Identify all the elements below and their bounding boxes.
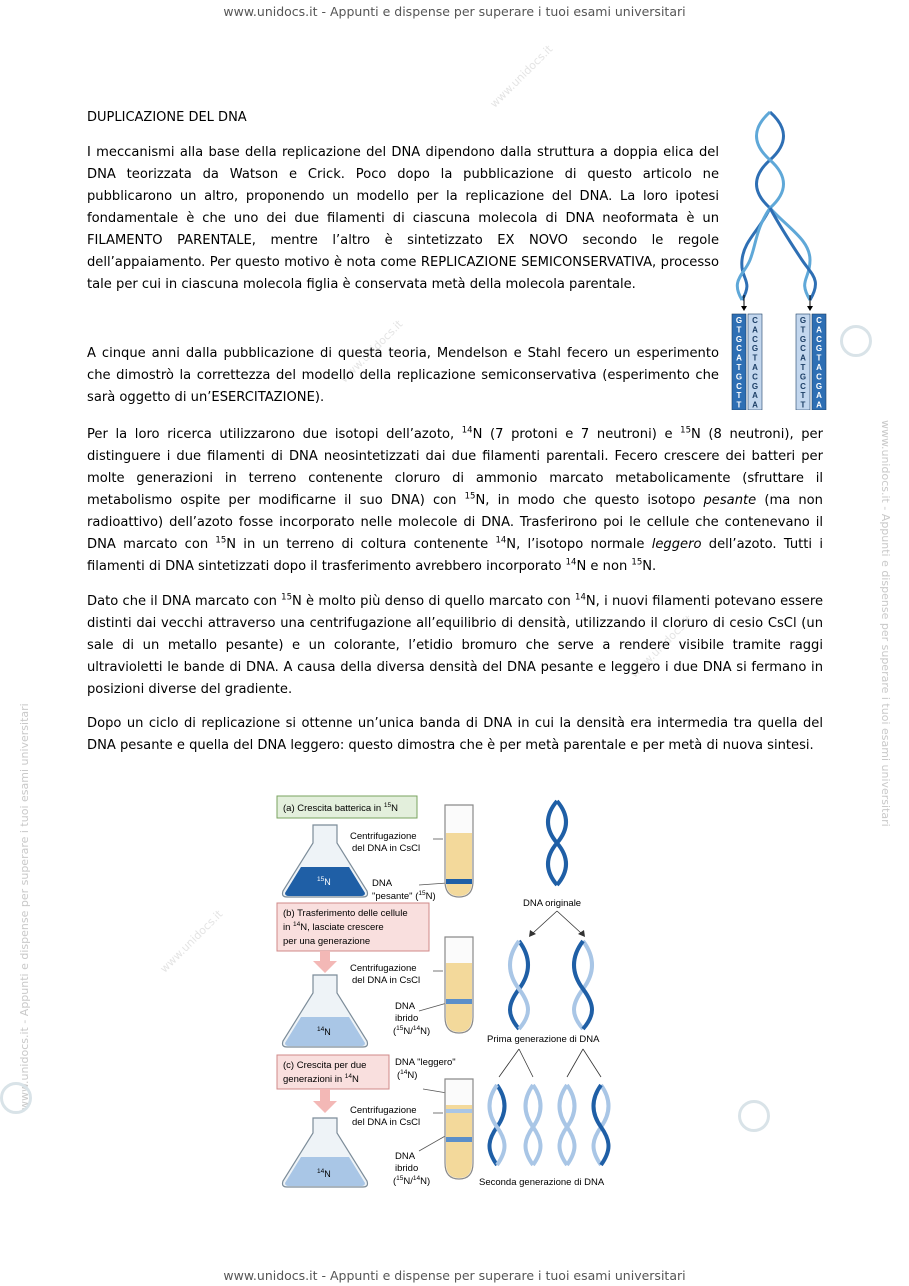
base-letter: T [816,353,822,363]
svg-text:del DNA in CsCl: del DNA in CsCl [352,843,421,854]
hybrid-dna-label: DNA [395,1001,416,1012]
svg-text:generazioni in 14N: generazioni in $^{14}$N [283,1073,359,1085]
base-letter: A [736,353,742,363]
flask-b-label: $^{14}$N [317,1026,331,1037]
svg-text:del DNA in CsCl: del DNA in CsCl [352,975,421,986]
base-letter: G [815,381,823,391]
first-generation-label: Prima generazione di DNA [487,1034,600,1045]
base-letter: C [816,334,822,344]
svg-text:(15N/14N): ($^{15}$N/$^{14}$N) [393,1025,431,1037]
base-letter: G [735,316,743,325]
step-a-label: (a) Crescita batterica in $^{15}$N [283,802,398,814]
base-letter: A [800,353,806,363]
base-letter: A [816,325,822,335]
base-letter: T [800,325,806,335]
watermark: www.unidocs.it [157,907,226,976]
base-letter: T [800,400,806,410]
unidocs-logo-icon [738,1100,770,1132]
base-letter: G [735,372,743,382]
unidocs-logo-icon [0,1082,32,1114]
base-letter: G [799,334,807,344]
tube-hybrid-icon [445,937,473,1033]
base-letter: G [799,372,807,382]
light-dna-label: DNA "leggero" [395,1057,456,1068]
second-generation-dna-helix [490,1085,609,1165]
svg-text:(14N): ($^{14}$N) [397,1069,418,1081]
base-letter: T [800,363,806,372]
base-letter: G [751,344,759,354]
watermark: www.unidocs.it [627,612,696,681]
base-letter: A [816,363,822,372]
first-generation-dna-helix [510,941,592,1029]
base-letter: G [799,316,807,325]
base-letter: C [752,316,758,325]
base-letter: C [752,334,758,344]
meselson-stahl-figure [275,793,635,1193]
base-letter: C [816,372,822,382]
page-header: www.unidocs.it - Appunti e dispense per superare i tuoi esami universitari [223,4,686,19]
hybrid-dna-label-2: DNA [395,1151,416,1162]
original-dna-helix [548,801,566,885]
side-watermark-left: www.unidocs.it - Appunti e dispense per superare i tuoi esami universitari [18,703,31,1110]
svg-text:ibrido: ibrido [395,1013,419,1024]
base-letter: C [800,381,806,391]
base-letter: C [736,344,742,354]
paragraph-result: Dopo un ciclo di replicazione si ottenne un’unica banda di DNA in cui la densità era intermedia tra quella del DNA pesante e quella del DNA leggero: questo dimostra che è per metà parentale e per metà di nuova sintesi. [87,716,823,753]
base-letter: T [752,353,758,363]
step-c-label: (c) Crescita per due [283,1060,367,1071]
flask-c-label: $^{14}$N [317,1168,331,1179]
step-b-label: (b) Trasferimento delle cellule [283,908,408,919]
base-letter: A [816,400,822,410]
paragraph-intro: I meccanismi alla base della replicazione del DNA dipendono dalla struttura a doppia elica del DNA teorizzata da Watson e Crick. Poco dopo la pubblicazione di questo articolo ne pubblicarono un altro, proponendo un modello per la replicazione del DNA. La loro ipotesi fondamentale è che uno dei due filamenti di ciascuna molecola di DNA neoformata è un FILAMENTO PARENTALE, mentre l’altro è sintetizzato EX NOVO secondo le regole dell’appaiamento. Per questo motivo è nota come REPLICAZIONE SEMICONSERVATIVA, processo tale per cui in ciascuna molecola figlia è conservata metà della molecola parentale. [87,145,719,292]
svg-text:ibrido: ibrido [395,1163,419,1174]
helix-replication-figure [722,110,834,410]
tube-light-hybrid-icon [445,1079,473,1179]
base-letter: A [752,363,758,372]
watermark: www.unidocs.it [337,317,406,386]
watermark: www.unidocs.it [487,42,556,111]
svg-text:(15N/14N): ($^{15}$N/$^{14}$N) [393,1175,431,1187]
svg-text:per una generazione: per una generazione [283,936,371,947]
paragraph-isotopes: Per la loro ricerca utilizzarono due isotopi dell’azoto, $^{14}$N (7 protoni e 7 neutroni) e $^{15}$N (8 neutroni), per distinguere i due filamenti di DNA neosintetizzati dai due filamenti parentali. Fecero crescere dei batteri per molte generazioni in terreno contenente cloruro di ammonio marcato metabolicamente (sfruttare il metabolismo ospite per modificarne il suo DNA) con $^{15}$N, in modo che questo isotopo pesante (ma non radioattivo) dell’azoto fosse incorporato nelle molecole di DNA. Trasferirono poi le cellule che contenevano il DNA marcato con $^{15}$N in un terreno di coltura contenente $^{14}$N, l’isotopo normale leggero dell’azoto. Tutti i filamenti di DNA sintetizzati dopo il trasferimento avrebbero incorporato $^{14}$N e non $^{15}$N. [87,425,823,574]
base-letter: A [752,325,758,335]
base-letter: T [736,325,742,335]
svg-text:"pesante" (15N): "pesante" ($^{15}$N) [372,890,436,902]
centrifuge-label: Centrifugazione [350,1105,417,1116]
base-letter: C [816,316,822,325]
paragraph-density: Dato che il DNA marcato con $^{15}$N è molto più denso di quello marcato con $^{14}$N, i nuovi filamenti potevano essere distinti dai vecchi attraverso una centrifugazione all’equilibrio di densità, utilizzando il cloruro di cesio CsCl (un sale di un metallo pesante) e un colorante, l’etidio bromuro che serve a rendere visibile tramite raggi ultravioletti le bande di DNA. A causa della diversa densità del DNA pesante e leggero i due DNA si fermano in posizioni diverse del gradiente. [87,592,823,697]
down-arrow-icon [313,951,337,973]
svg-text:in 14N, lasciate crescere: in $^{14}$N, lasciate crescere [283,921,384,933]
centrifuge-label: Centrifugazione [350,831,417,842]
base-letter: T [736,400,742,410]
base-letter: A [752,391,758,401]
unidocs-logo-icon [840,325,872,357]
tube-heavy-icon [445,805,473,897]
base-letter: C [800,344,806,354]
base-letter: G [751,381,759,391]
heavy-dna-label: DNA [372,878,393,889]
base-letter: T [736,391,742,401]
base-letter: A [816,391,822,401]
base-letter: C [736,381,742,391]
down-arrow-icon [313,1089,337,1113]
centrifuge-label: Centrifugazione [350,963,417,974]
side-watermark-right: www.unidocs.it - Appunti e dispense per superare i tuoi esami universitari [879,420,892,827]
paragraph-experiment: A cinque anni dalla pubblicazione di questa teoria, Mendelson e Stahl fecero un esperimento che dimostrò la correttezza del modello della replicazione semiconservativa (esperimento che sarà oggetto di un’ESERCITAZIONE). [87,346,719,405]
base-letter: A [752,400,758,410]
flask-a-label: $^{15}$N [317,876,331,887]
document-title: DUPLICAZIONE DEL DNA [87,110,247,125]
base-letter: G [815,344,823,354]
original-dna-label: DNA originale [523,898,582,909]
second-generation-label: Seconda generazione di DNA [479,1177,605,1188]
svg-text:del DNA in CsCl: del DNA in CsCl [352,1117,421,1128]
base-letter: G [735,334,743,344]
base-letter: T [736,363,742,372]
base-letter: C [752,372,758,382]
base-letter: T [800,391,806,401]
page-footer: www.unidocs.it - Appunti e dispense per superare i tuoi esami universitari [223,1268,686,1283]
